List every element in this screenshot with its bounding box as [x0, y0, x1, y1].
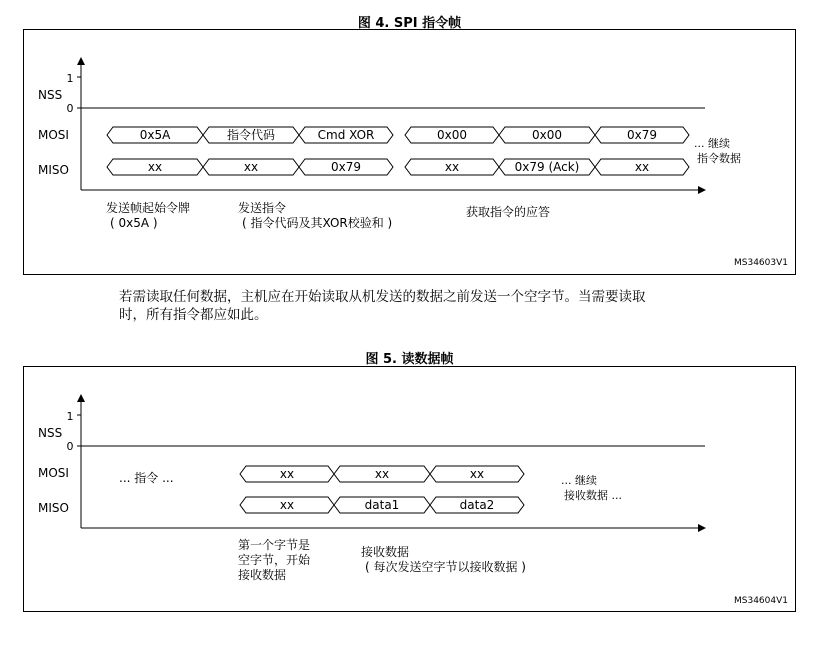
fig4-continue-1: ... 继续	[694, 137, 730, 150]
figure-5-title: 图 5. 读数据帧	[365, 352, 454, 367]
fig4-mosi-cell-label-6: 0x79	[626, 128, 658, 142]
fig5-prefix-label: ... 指令 ...	[119, 471, 174, 485]
fig4-miso-cell-label-5: 0x79 (Ack)	[514, 160, 580, 174]
figure-4-title: 图 4. SPI 指令帧	[357, 16, 462, 31]
fig5-annotation-recv-1: 接收数据	[361, 545, 410, 559]
fig5-nss-label: NSS	[38, 426, 63, 440]
fig5-nss-high: 1	[66, 410, 74, 423]
fig5-continue-2: 接收数据 ...	[564, 489, 622, 502]
fig4-annotation-start-1: 发送帧起始令牌	[106, 201, 191, 215]
body-paragraph-line-2: 时，所有指令都应如此。	[119, 307, 268, 323]
fig4-nss-high: 1	[66, 72, 74, 85]
fig4-mosi-cell-label-2: 指令代码	[226, 128, 276, 142]
fig4-nss-label: NSS	[38, 88, 63, 102]
fig4-miso-cell-label-4: xx	[444, 160, 460, 174]
fig5-mosi-cell-label-2: xx	[374, 467, 390, 481]
body-paragraph-line-1: 若需读取任何数据，主机应在开始读取从机发送的数据之前发送一个空字节。当需要读取	[119, 289, 646, 305]
fig4-miso-cell-label-3: 0x79	[330, 160, 362, 174]
fig5-annotation-recv-2: ( 每次发送空字节以接收数据 )	[365, 560, 526, 574]
fig4-mosi-cell-label-1: 0x5A	[139, 128, 171, 142]
fig5-miso-cell-label-3: data2	[459, 498, 495, 512]
fig4-miso-cell-label-6: xx	[634, 160, 650, 174]
fig4-mosi-cell-label-3: Cmd XOR	[317, 128, 375, 142]
fig4-mosi-cell-label-4: 0x00	[436, 128, 468, 142]
fig5-nss-low: 0	[66, 440, 74, 453]
fig5-annotation-first-1: 第一个字节是	[238, 538, 311, 552]
fig4-miso-cell-label-2: xx	[243, 160, 259, 174]
fig5-continue-1: ... 继续	[561, 474, 597, 487]
fig4-annotation-ack: 获取指令的应答	[466, 205, 551, 219]
fig5-miso-bytes	[240, 497, 524, 513]
fig4-annotation-cmd-2: ( 指令代码及其XOR校验和 )	[242, 216, 393, 230]
fig4-annotation-cmd-1: 发送指令	[238, 201, 287, 215]
fig5-annotation-first-2: 空字节，开始	[238, 553, 311, 567]
fig5-code: MS34604V1	[734, 596, 788, 606]
fig5-mosi-cell-label-1: xx	[279, 467, 295, 481]
fig4-mosi-cell-label-5: 0x00	[531, 128, 563, 142]
fig4-code: MS34603V1	[734, 258, 788, 268]
fig5-miso-label: MISO	[38, 501, 69, 515]
fig5-miso-cell-label-2: data1	[364, 498, 400, 512]
fig5-mosi-label: MOSI	[38, 466, 69, 480]
fig5-annotation-first-3: 接收数据	[238, 568, 287, 582]
fig5-mosi-cell-label-3: xx	[469, 467, 485, 481]
fig4-mosi-label: MOSI	[38, 128, 69, 142]
fig4-annotation-start-2: ( 0x5A )	[110, 216, 158, 230]
fig4-continue-2: 指令数据	[697, 152, 741, 165]
fig5-mosi-bytes	[240, 466, 524, 482]
fig4-nss-low: 0	[66, 102, 74, 115]
fig4-miso-label: MISO	[38, 163, 69, 177]
fig5-miso-cell-label-1: xx	[279, 498, 295, 512]
fig4-miso-cell-label-1: xx	[147, 160, 163, 174]
